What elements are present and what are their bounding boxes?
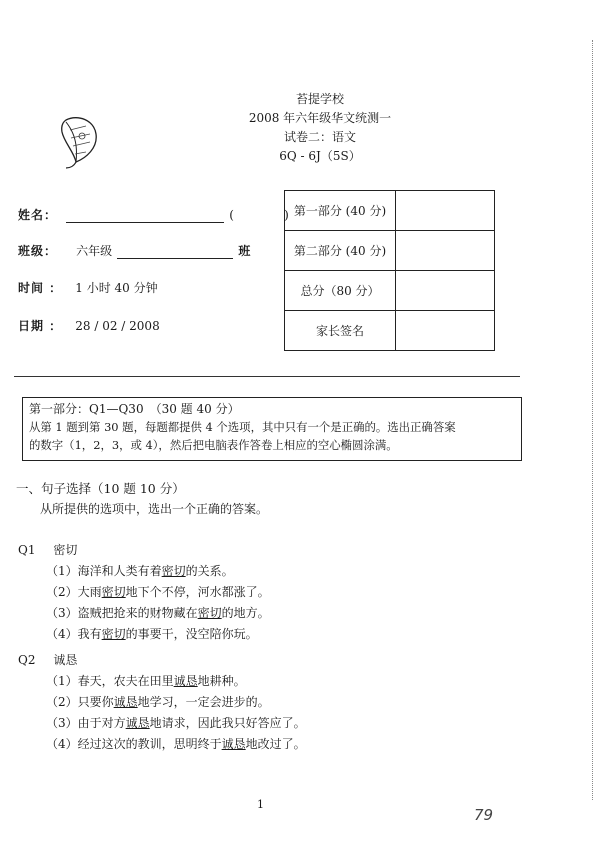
q2-word: 诚恳	[53, 653, 78, 667]
score-cell-part2[interactable]	[396, 231, 495, 271]
score-cell-part1[interactable]	[396, 191, 495, 231]
time-label: 时间 ：	[18, 281, 63, 295]
score-cell-total[interactable]	[396, 271, 495, 311]
q2-option-1[interactable]: （1）春天，农夫在田里诚恳地耕种。	[46, 674, 246, 688]
exam-title: 2008 年六年级华文统测一	[248, 111, 392, 125]
score-label-total: 总分（80 分）	[285, 271, 396, 311]
q1-option-2[interactable]: （2）大雨密切地下个不停，河水都涨了。	[46, 585, 270, 599]
page-mark: 1	[257, 798, 264, 811]
score-table	[284, 190, 495, 351]
score-label-part1: 第一部分 (40 分)	[285, 191, 396, 231]
class-suffix: 班	[238, 244, 252, 258]
instructions-heading: 第一部分：Q1—Q30 （30 题 40 分）	[29, 402, 240, 416]
q1-header	[18, 540, 270, 561]
q2-number: Q2	[18, 653, 36, 667]
time-value: 1 小时 40 分钟	[75, 281, 158, 295]
class-label: 班级：	[18, 244, 58, 258]
q1-word: 密切	[53, 543, 78, 557]
q2-option-4[interactable]: （4）经过这次的教训，思明终于诚恳地改过了。	[46, 737, 306, 751]
paper-title: 试卷二：语文	[283, 130, 356, 144]
name-paren-close: )	[284, 208, 289, 222]
class-prefix: 六年级	[76, 244, 113, 258]
scan-edge-line	[592, 40, 594, 800]
name-paren-open: (	[229, 208, 234, 222]
class-range: 6Q - 6J（5S）	[279, 149, 361, 163]
q1-number: Q1	[18, 543, 36, 557]
q2-header	[18, 650, 306, 671]
class-field[interactable]	[117, 246, 233, 259]
question-q2	[18, 650, 306, 755]
score-row-total	[285, 271, 495, 311]
time-row	[18, 277, 158, 296]
q2-option-3[interactable]: （3）由于对方诚恳地请求，因此我只好答应了。	[46, 716, 306, 730]
divider-line	[14, 376, 520, 377]
q1-option-4[interactable]: （4）我有密切的事要干，没空陪你玩。	[46, 627, 258, 641]
section1-subtitle: 从所提供的选项中，选出一个正确的答案。	[40, 502, 269, 516]
score-label-part2: 第二部分 (40 分)	[285, 231, 396, 271]
instructions-line2: 从第 1 题到第 30 题，每题都提供 4 个选项，其中只有一个是正确的。选出正确答案	[29, 420, 456, 434]
score-row-part2	[285, 231, 495, 271]
q1-option-3[interactable]: （3）盗贼把抢来的财物藏在密切的地方。	[46, 606, 270, 620]
date-label: 日期 ：	[18, 319, 63, 333]
score-row-signature	[285, 311, 495, 351]
instructions-line3: 的数字（1，2，3，或 4），然后把电脑表作答卷上相应的空心椭圆涂满。	[29, 438, 398, 452]
q1-option-1[interactable]: （1）海洋和人类有着密切的关系。	[46, 564, 234, 578]
score-cell-signature[interactable]	[396, 311, 495, 351]
score-row-part1	[285, 191, 495, 231]
name-label: 姓名：	[18, 208, 58, 222]
name-row	[18, 204, 289, 223]
school-name: 苔提学校	[295, 92, 344, 106]
score-label-signature: 家长签名	[285, 311, 396, 351]
handwritten-page-number: 79	[474, 806, 494, 824]
date-value: 28 / 02 / 2008	[75, 319, 160, 333]
class-row	[18, 240, 251, 259]
name-field[interactable]	[66, 210, 224, 223]
instructions-box	[22, 397, 522, 461]
date-row	[18, 315, 160, 334]
section1-title: 一、句子选择（10 题 10 分）	[16, 481, 185, 496]
q2-option-2[interactable]: （2）只要你诚恳地学习，一定会进步的。	[46, 695, 270, 709]
question-q1	[18, 540, 270, 645]
